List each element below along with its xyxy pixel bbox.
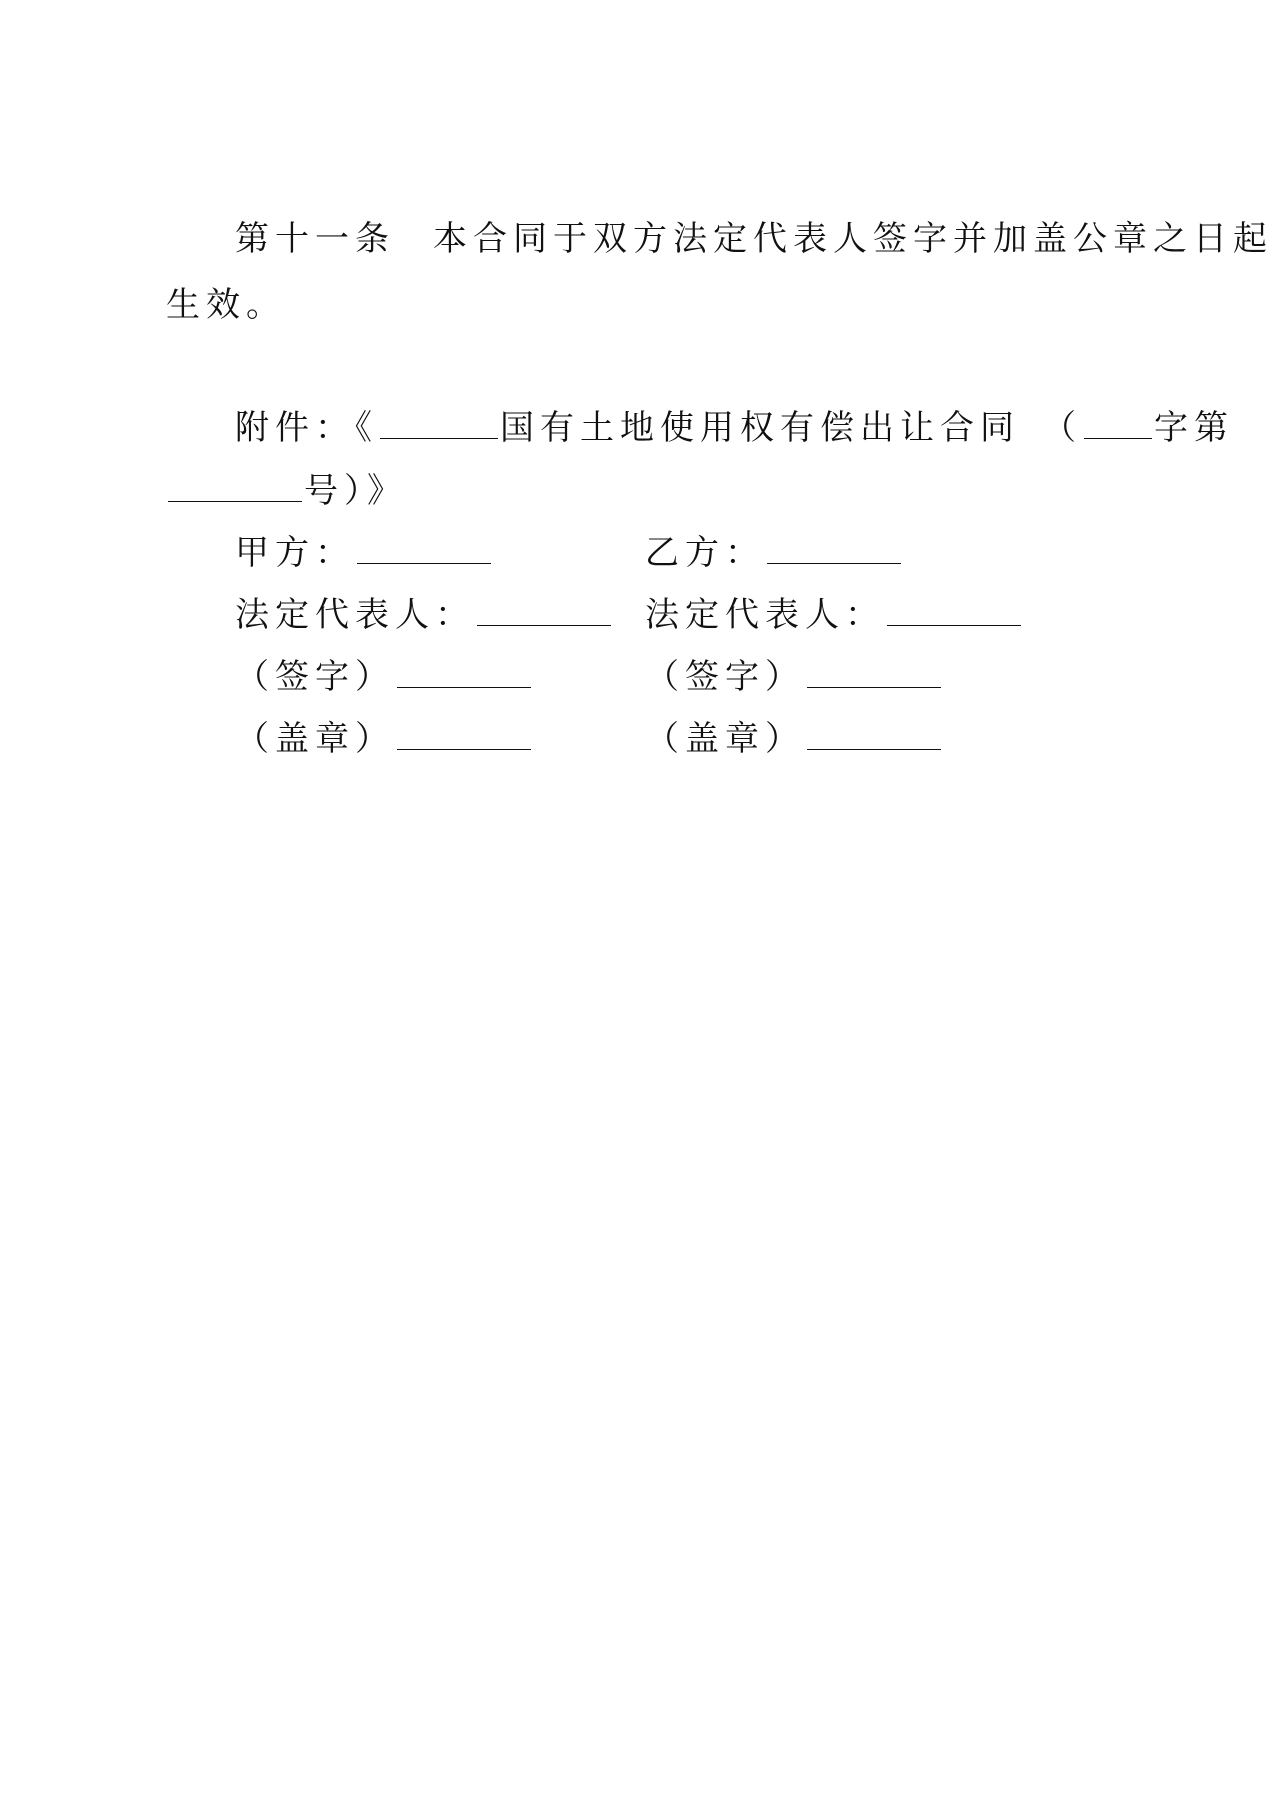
attachment-title: 国有土地使用权有偿出让合同 [500, 408, 1020, 448]
attachment-zi-di: 字第 [1154, 408, 1234, 448]
party-b-sign-label: （签字） [645, 657, 805, 697]
blank-zi [1084, 412, 1152, 439]
party-b-rep-label: 法定代表人： [645, 595, 885, 635]
article-text-1: 本合同于双方法定代表人签字并加盖公章之日起 [433, 219, 1273, 259]
attachment-line-1 [235, 408, 1234, 448]
party-a-sign-row [235, 657, 533, 697]
party-a-sign-blank [397, 661, 531, 688]
attachment-paren-open: （ [1042, 408, 1082, 448]
party-a-rep-label: 法定代表人： [235, 595, 475, 635]
party-b-seal-label: （盖章） [645, 719, 805, 759]
party-a-name-blank [357, 537, 491, 564]
blank-number [168, 475, 302, 502]
party-b-rep-row [645, 595, 1023, 635]
attachment-line-2 [166, 471, 407, 511]
party-b-name-row [645, 533, 903, 573]
party-a-rep-row [235, 595, 613, 635]
party-b-sign-row [645, 657, 943, 697]
party-a-name-row [235, 533, 493, 573]
party-a-label: 甲方： [235, 533, 355, 573]
party-a-seal-label: （盖章） [235, 719, 395, 759]
party-b-label: 乙方： [645, 533, 765, 573]
party-b-sign-blank [807, 661, 941, 688]
party-b-seal-row [645, 719, 943, 759]
party-a-seal-row [235, 719, 533, 759]
party-b-rep-blank [887, 599, 1021, 626]
party-a-sign-label: （签字） [235, 657, 395, 697]
party-a-rep-blank [477, 599, 611, 626]
party-a-seal-blank [397, 723, 531, 750]
attachment-hao: 号）》 [304, 471, 407, 511]
article-text-2: 生效。 [166, 285, 286, 325]
article-line-2 [166, 285, 286, 325]
party-b-seal-blank [807, 723, 941, 750]
party-b-name-blank [767, 537, 901, 564]
article-line-1 [235, 219, 1273, 259]
article-number: 第十一条 [235, 219, 395, 259]
attachment-prefix: 附件：《 [235, 408, 378, 448]
blank-contract-type [380, 412, 498, 439]
